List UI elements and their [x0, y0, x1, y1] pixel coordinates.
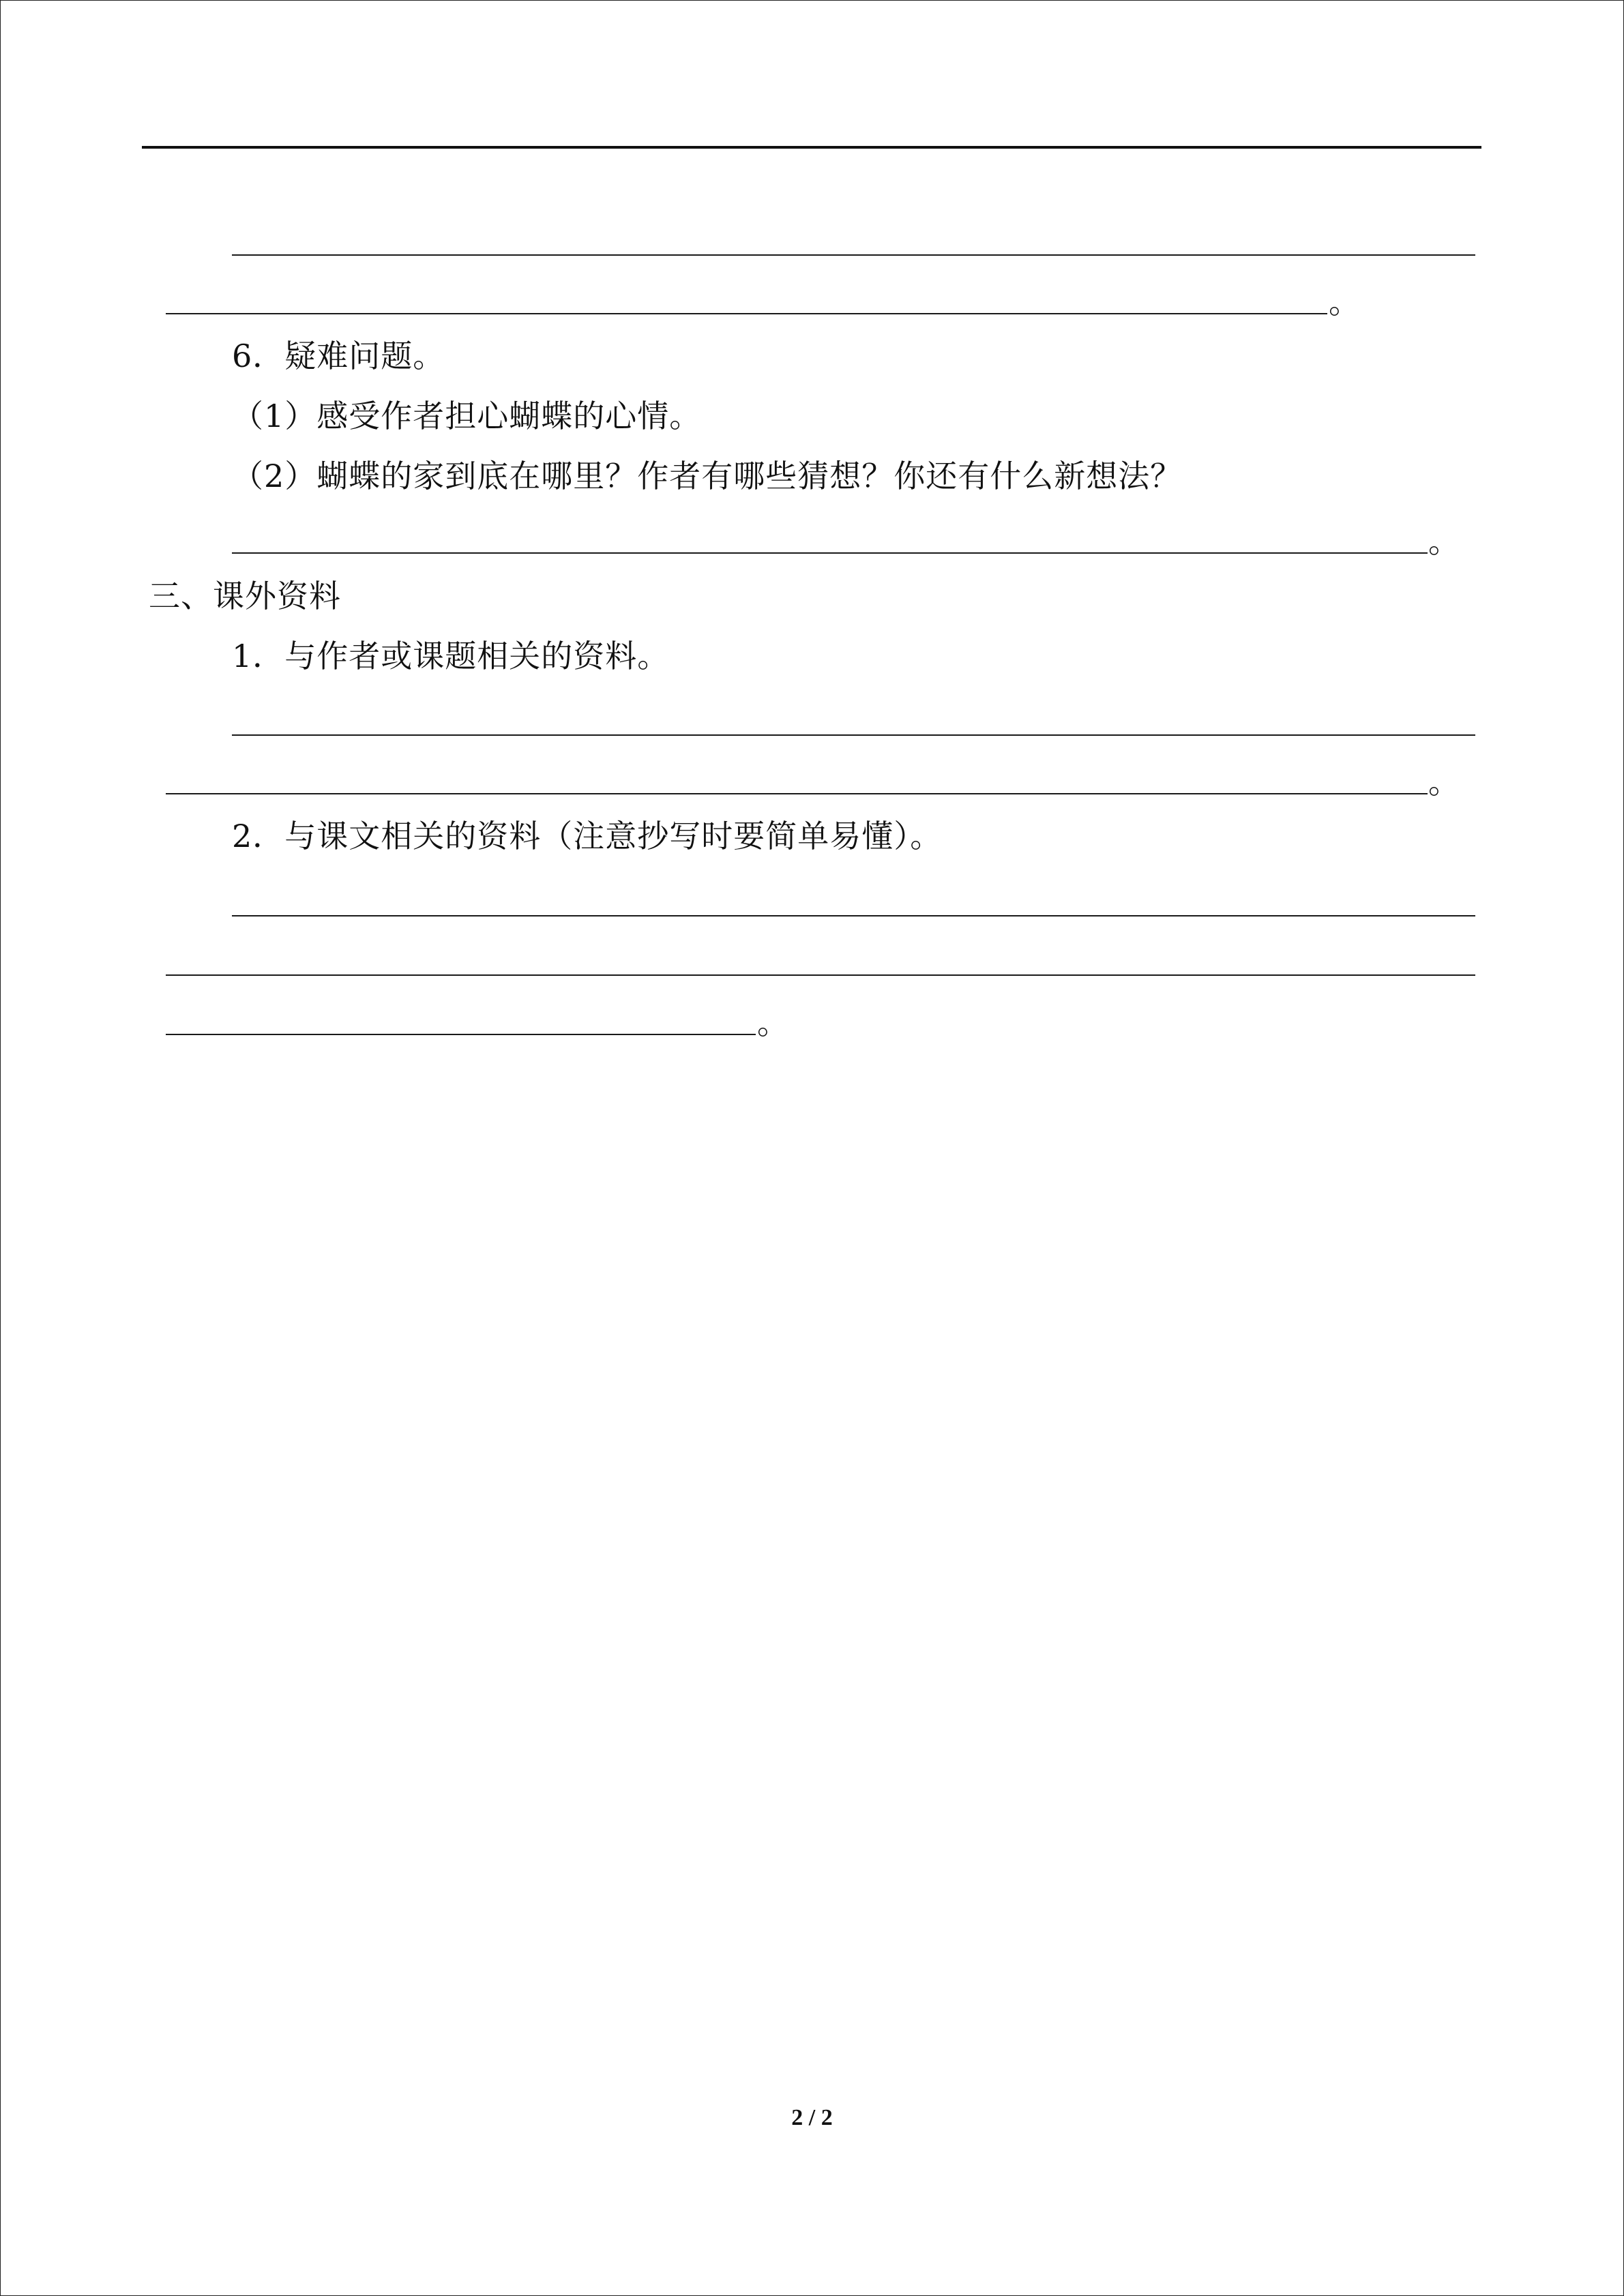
period-mark: 。 [757, 1004, 788, 1041]
header-rule [142, 146, 1481, 149]
answer-line[interactable] [166, 1034, 756, 1035]
page-number: 2 / 2 [791, 2105, 833, 2130]
question-6-sub-1: （1）感受作者担心蝴蝶的心情。 [232, 398, 702, 434]
answer-line[interactable] [232, 734, 1475, 736]
section-3-heading: 三、课外资料 [149, 578, 341, 614]
period-mark: 。 [1428, 523, 1460, 560]
period-mark: 。 [1428, 764, 1460, 801]
section-3-item-1: 1．与作者或课题相关的资料。 [232, 638, 670, 674]
answer-line[interactable] [232, 254, 1475, 256]
question-6-sub-2: （2）蝴蝶的家到底在哪里？作者有哪些猜想？你还有什么新想法？ [232, 458, 1183, 494]
answer-line[interactable] [166, 313, 1327, 314]
answer-line[interactable] [166, 793, 1428, 794]
answer-line[interactable] [166, 974, 1475, 976]
section-3-item-2: 2．与课文相关的资料（注意抄写时要简单易懂）。 [232, 818, 943, 854]
question-6-heading: 6．疑难问题。 [232, 338, 445, 374]
period-mark: 。 [1329, 284, 1360, 320]
answer-line[interactable] [232, 915, 1475, 916]
answer-line[interactable] [232, 552, 1428, 554]
